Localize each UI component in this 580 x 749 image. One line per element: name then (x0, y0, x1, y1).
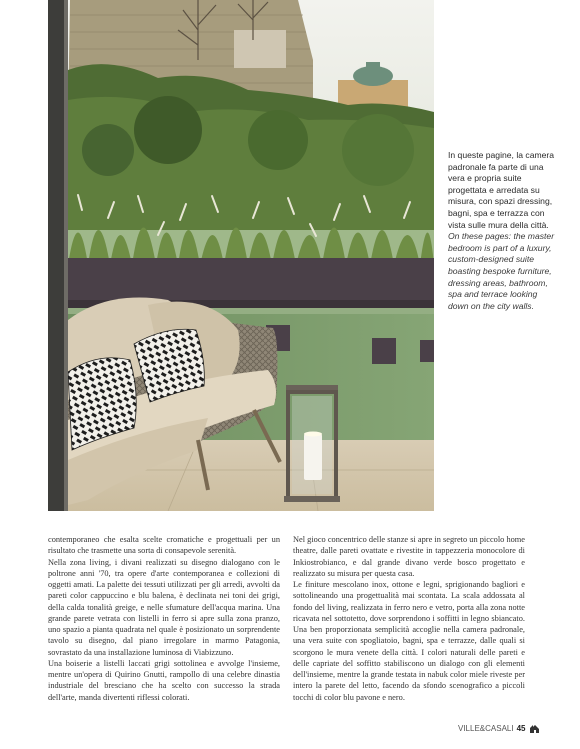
lantern (284, 385, 340, 502)
page-number: 45 (516, 723, 526, 733)
caption-english: On these pages: the master bedroom is part of a luxury, custom-designed suite boasting bespoke furniture, dressing areas, bathroom, spa and terrace looking down on the city walls. (448, 231, 555, 311)
body-paragraph: Le finiture mescolano inox, ottone e legni, sprigionando bagliori e sottolineando una progettualità mai scontata. La scala addossata al fondo del living, realizzata in ferro nero e vetro, porta alla zona notte ricavata nel sottotetto, dove sorprendono i soffitti in legno sbiancato. Una ben proporzionata semplicità accoglie nella camera padronale, una vera suite con spogliatoio, bagni, spa e terrazze, dalle quali si scorgono le mura venete della città. I colori naturali delle pareti e delle capriate del soffitto stabiliscono un dialogo con gli elementi dell'insieme, mentre la grande testata in nabuk color miele riveste per intero la parete del letto, facendo da sfondo scenografico a piccoli tocchi di color blu pavone e nero. (293, 580, 525, 702)
body-column-left (48, 534, 280, 703)
terrace-photo-illustration (48, 0, 434, 511)
building (234, 30, 286, 68)
body-column-right (293, 534, 525, 703)
body-paragraph: contemporaneo che esalta scelte cromatiche e progettuali per un risultato che trasmette una sorta di consapevole serenità. (48, 535, 280, 556)
photo-caption (448, 150, 558, 312)
body-paragraph: Nella zona living, i divani realizzati su disegno dialogano con le poltrone anni '70, tra opere d'arte contemporanea e collezioni di oggetti amati. La palette dei tessuti utilizzati per gli arredi, avvolti da pareti color cappuccino e blu balena, è declinata nei toni dei grigi, della calda tonalità greige, e nelle sfumature dell'acqua marina. Una grande parete vetrata con listelli in ferro si apre sulla zona pranzo, uno spazio a pianta quadrata nel quale è posizionato un sorprendente tavolo su disegno, dal piano irregolare in marmo Patagonia, sovrastato da una installazione luminosa di Viabizzuno. (48, 557, 280, 657)
body-paragraph: Nel gioco concentrico delle stanze si apre in segreto un piccolo home theatre, dalle pareti ovattate e rivestite in tappezzeria monocolore di Inkiostrobianco, e dal grande divano verde bosco progettato e realizzato su misura per questa casa. (293, 535, 525, 578)
house-logo-icon (529, 723, 540, 734)
terrace-photo (48, 0, 434, 511)
body-paragraph: Una boiserie a listelli laccati grigi sottolinea e avvolge l'insieme, mentre un'opera di Quirino Gnutti, rampollo di una celebre dinastia industriale del bresciano che ha scelto con successo la strada dell'arte, manda divertenti riflessi colorati. (48, 658, 280, 702)
magazine-name: VILLE&CASALI (458, 723, 514, 733)
caption-italian: In queste pagine, la camera padronale fa parte di una vera e propria suite progettata e arredata su misura, con spazi dressing, bagni, spa e terrazza con vista sulle mura della città. (448, 150, 555, 230)
page-footer (458, 721, 560, 735)
